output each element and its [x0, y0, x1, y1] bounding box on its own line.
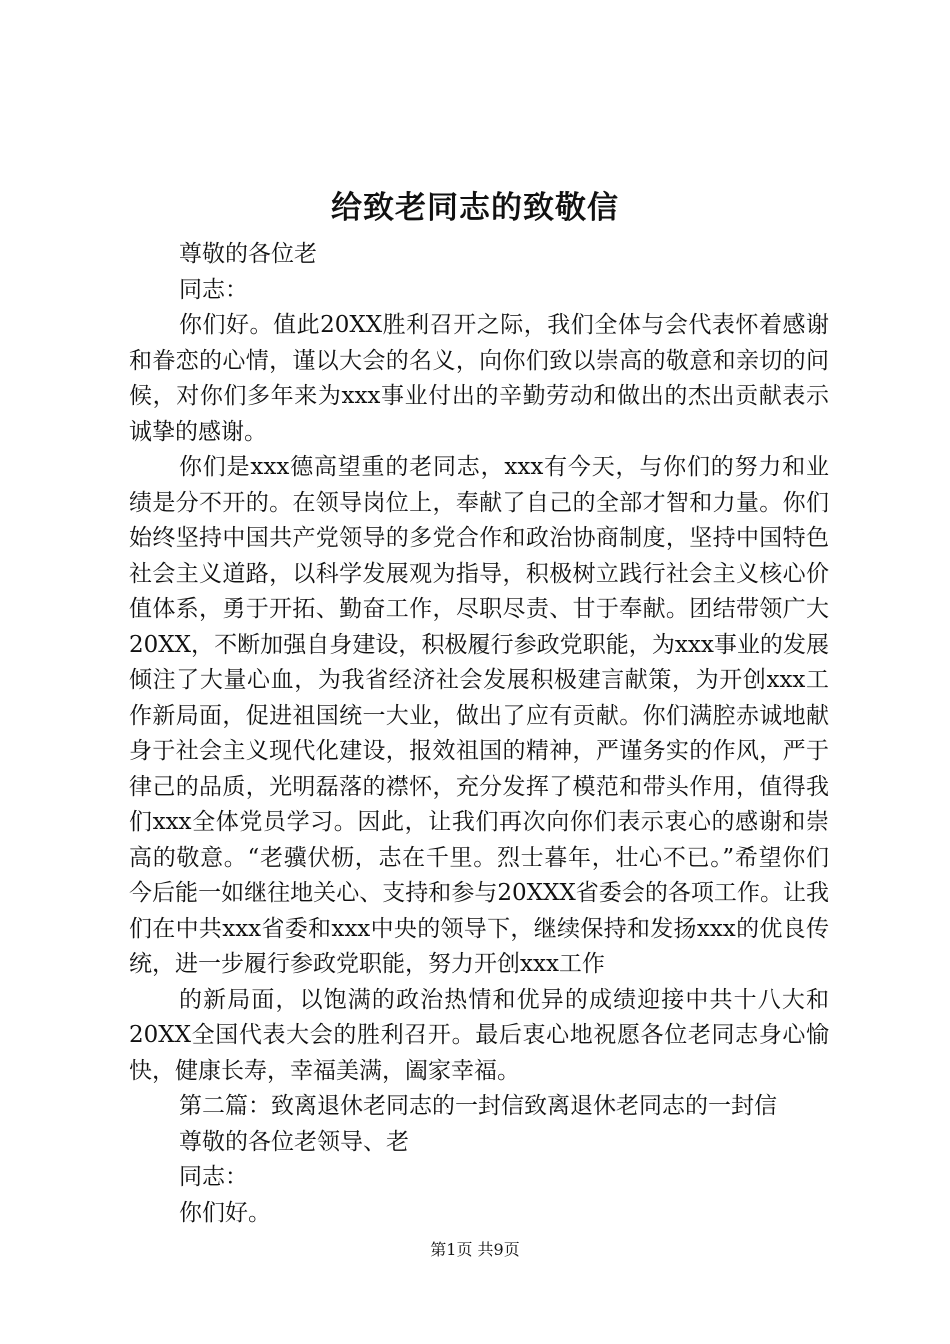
- paragraph-main: 你们是xxx德高望重的老同志，xxx有今天，与你们的努力和业绩是分不开的。在领导岗位上，奉献了自己的全部才智和力量。你们始终坚持中国共产党领导的多党合作和政治协商制度，坚持中国特色社会主义道路，以科学发展观为指导，积极树立践行社会主义核心价值体系，勇于开拓、勤奋工作，尽职尽责、甘于奉献。团结带领广大20XX，不断加强自身建设，积极履行参政党职能，为xxx事业的发展倾注了大量心血，为我省经济社会发展积极建言献策，为开创xxx工作新局面，促进祖国统一大业，做出了应有贡献。你们满腔赤诚地献身于社会主义现代化建设，报效祖国的精神，严谨务实的作风，严于律己的品质，光明磊落的襟怀，充分发挥了模范和带头作用，值得我们xxx全体党员学习。因此，让我们再次向你们表示衷心的感谢和崇高的敬意。“老骥伏枥，志在千里。烈士暮年，壮心不已。”希望你们今后能一如继往地关心、支持和参与20XXX省委会的各项工作。让我们在中共xxx省委和xxx中央的领导下，继续保持和发扬xxx的优良传统，进一步履行参政党职能，努力开创xxx工作: [129, 454, 829, 977]
- paragraph-greeting: 你们好。值此20XX胜利召开之际，我们全体与会代表怀着感谢和眷恋的心情，谨以大会的名义，向你们致以崇高的敬意和亲切的问候，对你们多年来为xxx事业付出的辛勤劳动和做出的杰出贡献表示诚挚的感谢。: [129, 312, 829, 445]
- section-heading: 第二篇：致离退休老同志的一封信致离退休老同志的一封信: [179, 1093, 777, 1119]
- document-body: [129, 237, 829, 1231]
- salutation-line-2: 同志：: [179, 276, 248, 303]
- page-number-footer: 第1页 共9页: [430, 1240, 520, 1259]
- paragraph-greeting-2: 你们好。: [179, 1199, 271, 1226]
- salutation-line-3: 尊敬的各位老领导、老: [179, 1128, 409, 1155]
- salutation-line-1: 尊敬的各位老: [179, 241, 317, 267]
- document-title: 给致老同志的致敬信: [331, 190, 619, 226]
- salutation-line-4: 同志：: [179, 1164, 248, 1190]
- paragraph-closing: 的新局面，以饱满的政治热情和优异的成绩迎接中共十八大和20XX全国代表大会的胜利召开。最后衷心地祝愿各位老同志身心愉快，健康长寿，幸福美满，阖家幸福。: [129, 986, 829, 1084]
